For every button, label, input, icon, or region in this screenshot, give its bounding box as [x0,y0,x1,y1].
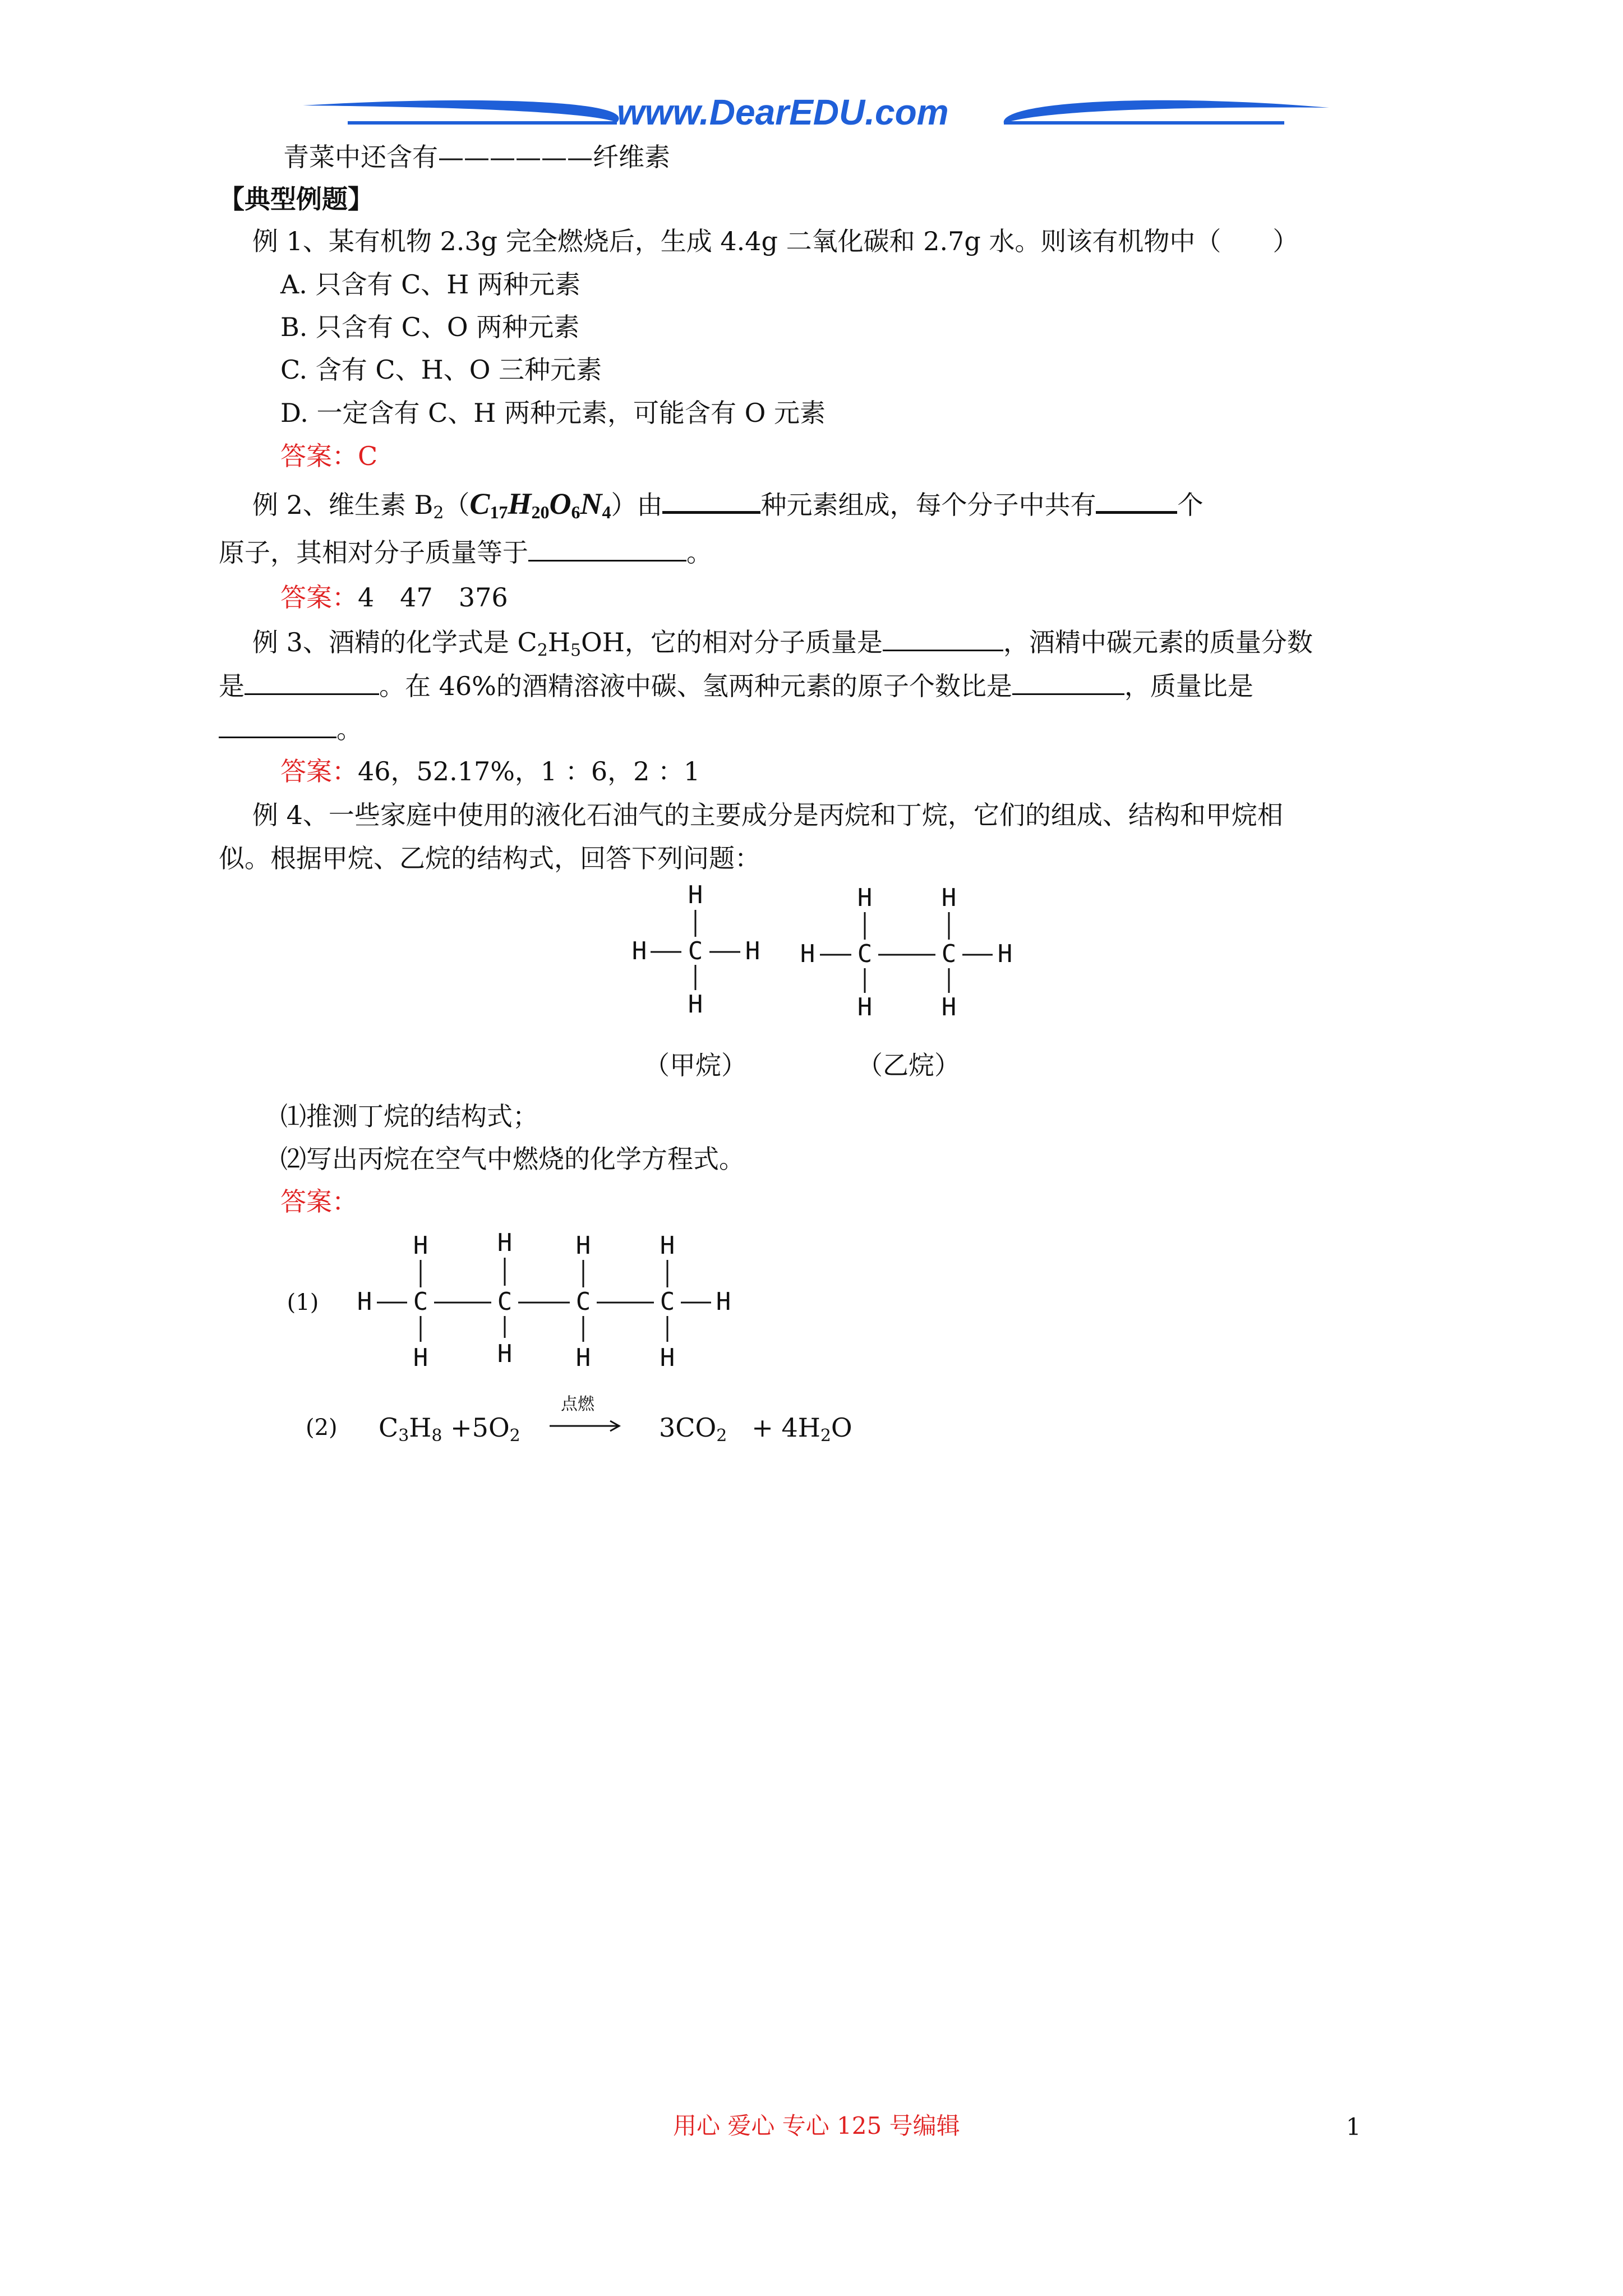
atom-c: C [857,940,873,968]
answer-label: 答案： [280,582,358,613]
example-1-option-d: D. 一定含有 C、H 两种元素，可能含有 O 元素 [280,398,826,428]
combustion-products [659,1411,852,1444]
atom-c: C [413,1287,428,1316]
example-3-line-1 [252,625,1313,659]
example-3-text: 。在 46%的酒精溶液中碳、氢两种元素的原子个数比是 [379,671,1012,701]
example-2-line-2 [219,536,712,569]
paren-close: ）由 [611,490,663,520]
atom-c: C [660,1287,675,1316]
example-1-stem: 例 1、某有机物 2.3g 完全燃烧后，生成 4.4g 二氧化碳和 2.7g 水。则该有机物中（ ） [252,226,1299,256]
page-number: 1 [1346,2113,1361,2141]
element-symbol: O [831,1412,852,1443]
atom-c: C [497,1287,513,1316]
reactant-oxygen: +5O [442,1412,510,1443]
atom-h: H [631,937,647,965]
atom-h: H [688,881,703,909]
example-3-text: 是 [219,671,245,701]
example-2-line-1 [252,487,1203,522]
atom-h: H [497,1228,513,1257]
example-2-prefix: 例 2、维生素 B [252,490,434,520]
example-3-text: ，酒精中碳元素的质量分数 [1003,627,1313,657]
example-3-text: 例 3、酒精的化学式是 C [252,627,537,657]
methane-ethane-structures [611,875,1038,1094]
example-3-line-2 [219,669,1253,703]
atom-h: H [660,1343,675,1372]
element-symbol: C [469,487,490,521]
example-1-option-c: C. 含有 C、H、O 三种元素 [280,355,602,385]
example-2-mid: 种元素组成，每个分子中共有 [760,490,1096,520]
subscript: 2 [509,1426,520,1446]
period: 。 [336,714,362,744]
fill-blank[interactable] [528,537,686,562]
example-1-answer [280,439,377,473]
subscript: 2 [433,503,444,523]
atom-c: C [688,937,703,965]
atom-h: H [857,884,873,912]
subscript: 2 [537,641,548,660]
example-3-text: ，质量比是 [1124,671,1253,701]
site-logo-text: www.DearEDU.com [617,92,949,132]
example-4-question-1: ⑴推测丁烷的结构式； [280,1101,538,1131]
product-water: + 4H [751,1412,820,1443]
example-4-line-1: 例 4、一些家庭中使用的液化石油气的主要成分是丙烷和丁烷，它们的组成、结构和甲烷相 [252,800,1283,830]
atom-h: H [357,1287,372,1316]
paren-open: （ [444,490,470,520]
subscript: 8 [431,1426,442,1446]
product-co2: 3CO [659,1412,717,1443]
element-symbol: H [409,1412,432,1443]
fill-blank[interactable] [1012,671,1124,695]
ethane-caption: （乙烷） [857,1050,960,1080]
example-4-line-2: 似。根据甲烷、乙烷的结构式，回答下列问题： [219,843,760,873]
atom-c: C [575,1287,591,1316]
fill-blank[interactable] [883,627,1003,651]
example-2-after: 个 [1177,490,1204,520]
subscript: 3 [398,1426,409,1446]
subscript: 17 [490,502,508,522]
subscript: 2 [716,1426,727,1446]
answer-value: 4 47 376 [358,582,508,613]
example-3-text: OH，它的相对分子质量是 [581,627,883,657]
element-symbol: N [580,487,602,521]
subscript: 20 [531,502,550,522]
example-1-option-b: B. 只含有 C、O 两种元素 [280,312,580,342]
butane-structure [280,1223,763,1386]
example-4-question-2: ⑵写出丙烷在空气中燃烧的化学方程式。 [280,1144,745,1174]
atom-h: H [857,993,873,1022]
element-symbol: O [549,487,571,521]
atom-h: H [660,1231,675,1260]
example-3-answer [280,754,700,788]
footer-text: 用心 爱心 专心 125 号编辑 [673,2112,960,2139]
atom-h: H [997,940,1013,968]
atom-h: H [413,1231,428,1260]
atom-h: H [688,990,703,1019]
combustion-equation [379,1411,520,1444]
example-1-option-a: A. 只含有 C、H 两种元素 [280,269,581,300]
example-4-answer-label: 答案： [280,1186,358,1217]
reaction-arrow-icon [550,1419,623,1433]
fill-blank[interactable] [1096,489,1177,514]
atom-h: H [745,937,760,965]
subscript: 6 [571,502,580,522]
subscript: 4 [602,502,611,522]
period: 。 [686,537,712,568]
subscript: 2 [820,1426,831,1446]
section-title: 【典型例题】 [219,184,374,214]
element-symbol: C [379,1412,399,1443]
reaction-condition: 点燃 [561,1395,594,1414]
atom-h: H [716,1287,731,1316]
element-symbol: H [547,627,570,657]
fill-blank[interactable] [662,489,760,514]
subscript: 5 [570,641,582,660]
answer-label: 答案： [280,756,358,786]
answer-label: 答案： [280,441,358,471]
atom-h: H [575,1231,591,1260]
atom-h: H [497,1340,513,1368]
fill-blank[interactable] [245,671,379,695]
fill-blank[interactable] [219,714,336,738]
header-banner [303,90,1329,140]
answer-value: 46，52.17%，1 ：6，2 ：1 [358,756,700,786]
element-symbol: H [508,487,532,521]
answer-1-label: (1) [287,1290,319,1315]
methane-caption: （甲烷） [644,1050,747,1080]
example-2-line-2-text: 原子，其相对分子质量等于 [219,537,528,568]
answer-2-label: (2) [306,1415,338,1441]
atom-c: C [941,940,957,968]
atom-h: H [575,1343,591,1372]
atom-h: H [800,940,815,968]
example-3-line-3 [219,712,362,746]
atom-h: H [941,993,957,1022]
example-2-answer [280,581,508,614]
answer-value: C [358,441,378,471]
intro-line: 青菜中还含有——————纤维素 [283,142,670,172]
atom-h: H [941,884,957,912]
vitamin-b2-formula [469,487,611,521]
atom-h: H [413,1343,428,1372]
